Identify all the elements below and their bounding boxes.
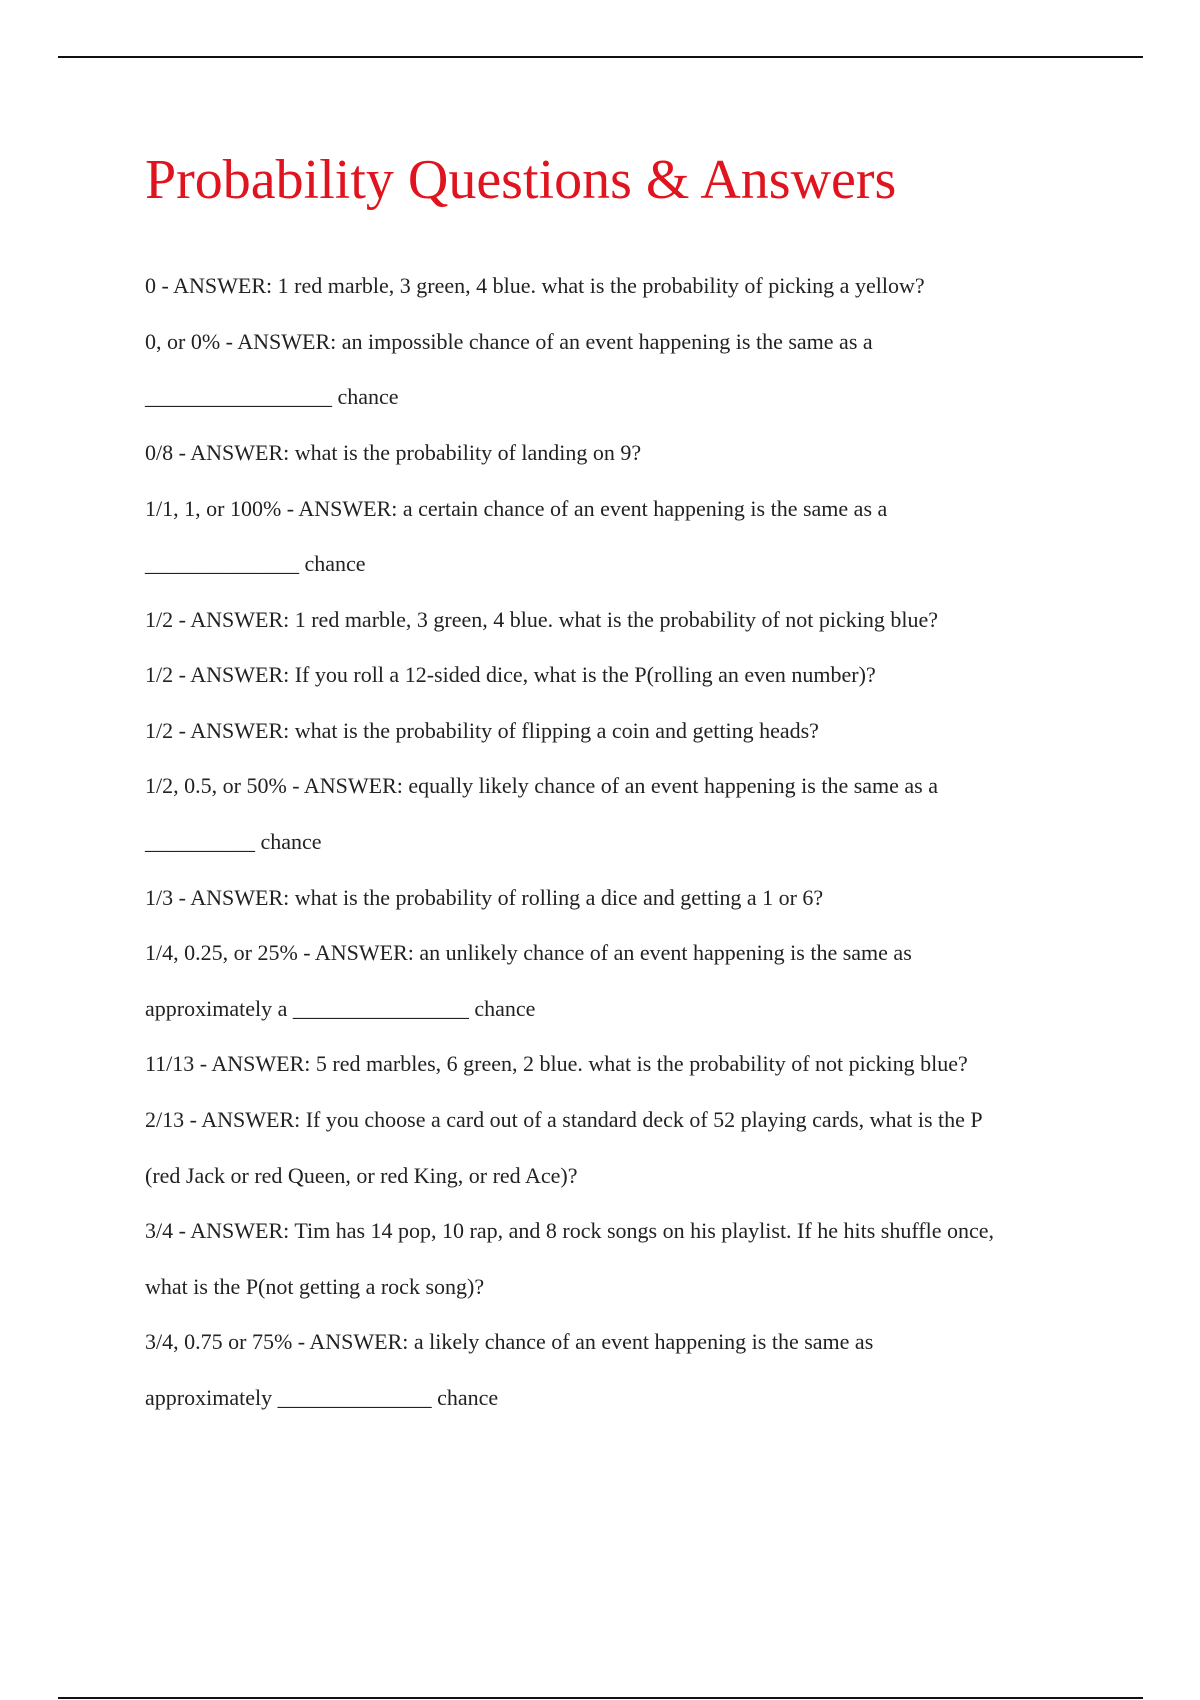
- qa-line-3: _________________ chance: [145, 384, 399, 409]
- qa-line-13: 1/4, 0.25, or 25% - ANSWER: an unlikely chance of an event happening is the same as: [145, 940, 912, 965]
- qa-line-10: 1/2, 0.5, or 50% - ANSWER: equally likely chance of an event happening is the same as a: [145, 773, 939, 798]
- qa-line-9: 1/2 - ANSWER: what is the probability of flipping a coin and getting heads?: [145, 718, 819, 743]
- qa-line-6: ______________ chance: [145, 551, 366, 576]
- qa-line-2: 0, or 0% - ANSWER: an impossible chance of an event happening is the same as a: [145, 329, 873, 354]
- qa-line-20: 3/4, 0.75 or 75% - ANSWER: a likely chance of an event happening is the same as: [145, 1329, 874, 1354]
- qa-line-1: 0 - ANSWER: 1 red marble, 3 green, 4 blue. what is the probability of picking a yellow?: [145, 273, 925, 298]
- qa-line-15: 11/13 - ANSWER: 5 red marbles, 6 green, 2 blue. what is the probability of not picking blue?: [145, 1051, 968, 1076]
- qa-line-16: 2/13 - ANSWER: If you choose a card out of a standard deck of 52 playing cards, what is the P: [145, 1107, 983, 1132]
- qa-line-19: what is the P(not getting a rock song)?: [145, 1274, 485, 1299]
- page-title: Probability Questions & Answers: [145, 149, 897, 211]
- qa-line-11: __________ chance: [145, 829, 322, 854]
- bottom-rule: [58, 1697, 1143, 1699]
- qa-line-12: 1/3 - ANSWER: what is the probability of rolling a dice and getting a 1 or 6?: [145, 885, 824, 910]
- top-rule: [58, 56, 1143, 58]
- qa-line-4: 0/8 - ANSWER: what is the probability of landing on 9?: [145, 440, 642, 465]
- qa-line-14: approximately a ________________ chance: [145, 996, 536, 1021]
- qa-line-21: approximately ______________ chance: [145, 1385, 499, 1410]
- qa-line-7: 1/2 - ANSWER: 1 red marble, 3 green, 4 blue. what is the probability of not picking blue?: [145, 607, 939, 632]
- qa-line-5: 1/1, 1, or 100% - ANSWER: a certain chance of an event happening is the same as a: [145, 496, 888, 521]
- qa-line-8: 1/2 - ANSWER: If you roll a 12-sided dice, what is the P(rolling an even number)?: [145, 662, 876, 687]
- qa-line-18: 3/4 - ANSWER: Tim has 14 pop, 10 rap, and 8 rock songs on his playlist. If he hits shuffle once,: [145, 1218, 994, 1243]
- qa-line-17: (red Jack or red Queen, or red King, or red Ace)?: [145, 1163, 578, 1188]
